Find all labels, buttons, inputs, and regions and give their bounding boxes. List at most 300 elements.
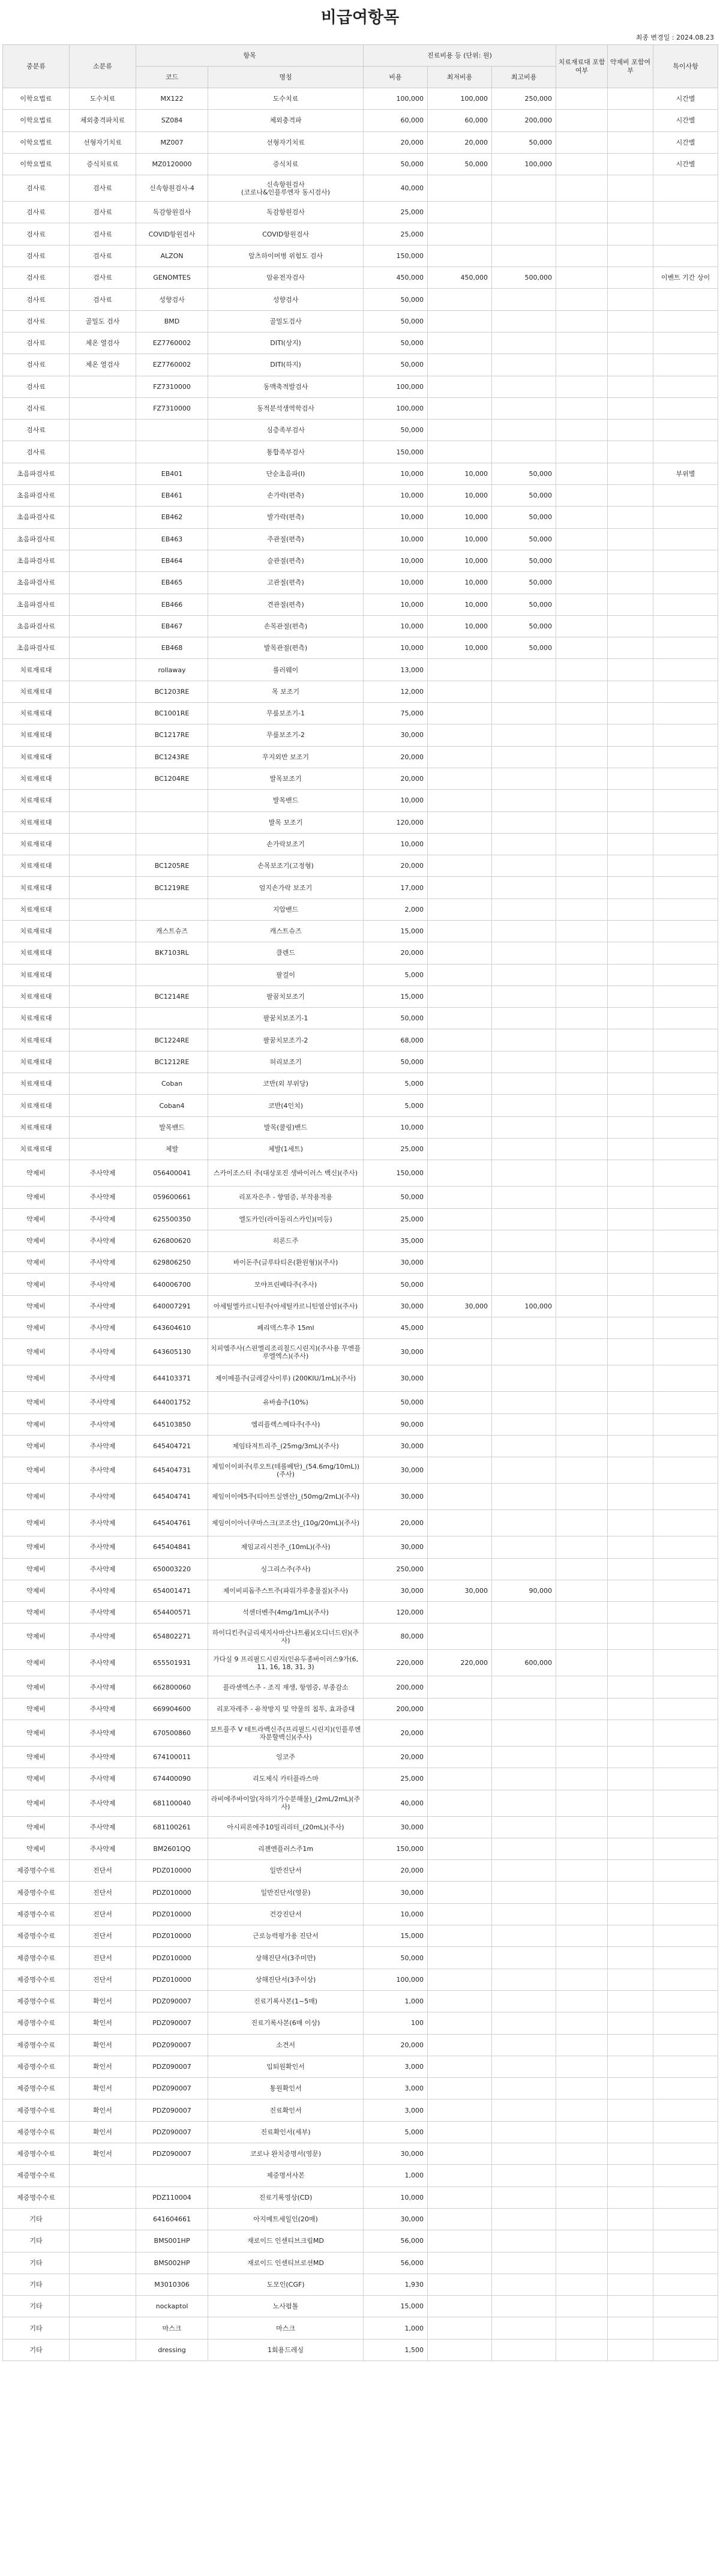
category-cell: 치료재료대	[3, 833, 70, 855]
max-fee-cell	[492, 2317, 556, 2339]
fee-cell: 50,000	[364, 153, 428, 175]
fee-cell: 25,000	[364, 1768, 428, 1790]
code-cell: BMD	[136, 310, 208, 332]
min-fee-cell	[428, 397, 492, 419]
code-cell: EZ7760002	[136, 332, 208, 354]
category-cell: 약제비	[3, 1838, 70, 1859]
note-cell	[653, 1274, 718, 1295]
name-cell: 신속항원검사 (코로나&인플루엔자 동시검사)	[208, 175, 364, 202]
table-row	[3, 2165, 718, 2186]
name-cell: 팔꿈치보조기-2	[208, 1029, 364, 1051]
code-cell: FZ7310000	[136, 397, 208, 419]
category-cell: 약제비	[3, 1624, 70, 1650]
note-cell	[653, 1882, 718, 1903]
table-row	[3, 550, 718, 571]
category-cell: 검사료	[3, 441, 70, 463]
note-cell	[653, 2339, 718, 2361]
min-fee-cell	[428, 920, 492, 942]
name-cell: 상해진단서(3주이상)	[208, 1969, 364, 1990]
min-fee-cell	[428, 1838, 492, 1859]
min-fee-cell: 10,000	[428, 485, 492, 507]
max-fee-cell: 500,000	[492, 267, 556, 289]
fee-cell: 10,000	[364, 572, 428, 594]
header-min-fee: 최저비용	[428, 67, 492, 88]
material-included-cell	[556, 746, 608, 768]
drug-included-cell	[608, 88, 653, 110]
min-fee-cell	[428, 1051, 492, 1073]
code-cell: BC1204RE	[136, 768, 208, 789]
note-cell	[653, 1624, 718, 1650]
drug-included-cell	[608, 485, 653, 507]
table-row	[3, 1413, 718, 1435]
code-cell: 체발	[136, 1138, 208, 1160]
material-included-cell	[556, 2012, 608, 2034]
note-cell	[653, 1160, 718, 1187]
category-cell: 치료재료대	[3, 986, 70, 1007]
category-cell: 검사료	[3, 397, 70, 419]
fee-cell: 30,000	[364, 2208, 428, 2230]
note-cell	[653, 964, 718, 986]
note-cell	[653, 202, 718, 223]
header-category: 중분류	[3, 45, 70, 88]
note-cell	[653, 1317, 718, 1339]
material-included-cell	[556, 768, 608, 789]
min-fee-cell	[428, 1339, 492, 1365]
max-fee-cell: 250,000	[492, 88, 556, 110]
max-fee-cell: 90,000	[492, 1580, 556, 1601]
category-cell: 치료재료대	[3, 1029, 70, 1051]
material-included-cell	[556, 964, 608, 986]
table-row	[3, 1484, 718, 1510]
max-fee-cell	[492, 1720, 556, 1747]
min-fee-cell	[428, 2121, 492, 2143]
name-cell: DITI(상지)	[208, 332, 364, 354]
category-cell: 기타	[3, 2339, 70, 2361]
note-cell	[653, 1484, 718, 1510]
fee-cell: 90,000	[364, 1413, 428, 1435]
table-row	[3, 1339, 718, 1365]
table-row	[3, 1676, 718, 1698]
max-fee-cell	[492, 2274, 556, 2295]
note-cell	[653, 1073, 718, 1095]
subcategory-cell	[70, 1138, 136, 1160]
subcategory-cell: 주사약제	[70, 1558, 136, 1580]
material-included-cell	[556, 1138, 608, 1160]
drug-included-cell	[608, 2056, 653, 2077]
max-fee-cell	[492, 1790, 556, 1816]
category-cell: 약제비	[3, 1816, 70, 1838]
table-row	[3, 485, 718, 507]
note-cell	[653, 833, 718, 855]
max-fee-cell	[492, 898, 556, 920]
drug-included-cell	[608, 1457, 653, 1484]
fee-cell: 25,000	[364, 1208, 428, 1230]
table-row	[3, 1838, 718, 1859]
drug-included-cell	[608, 1969, 653, 1990]
name-cell: 암유전자검사	[208, 267, 364, 289]
drug-included-cell	[608, 202, 653, 223]
subcategory-cell: 증식치료료	[70, 153, 136, 175]
subcategory-cell: 주사약제	[70, 1676, 136, 1698]
max-fee-cell	[492, 245, 556, 266]
category-cell: 약제비	[3, 1650, 70, 1676]
code-cell: 674100011	[136, 1747, 208, 1768]
subcategory-cell: 확인서	[70, 2099, 136, 2121]
drug-included-cell	[608, 1484, 653, 1510]
drug-included-cell	[608, 877, 653, 898]
material-included-cell	[556, 659, 608, 681]
name-cell: 골밀도검사	[208, 310, 364, 332]
fee-cell: 50,000	[364, 1392, 428, 1413]
subcategory-cell: 확인서	[70, 2143, 136, 2165]
drug-included-cell	[608, 681, 653, 702]
drug-included-cell	[608, 267, 653, 289]
category-cell: 기타	[3, 2208, 70, 2230]
code-cell: EB465	[136, 572, 208, 594]
fee-cell: 50,000	[364, 1051, 428, 1073]
max-fee-cell	[492, 1602, 556, 1624]
fee-cell: 100,000	[364, 1969, 428, 1990]
note-cell	[653, 1295, 718, 1317]
fee-cell: 150,000	[364, 441, 428, 463]
name-cell: 석센더벤주(4mg/1mL)(주사)	[208, 1602, 364, 1624]
code-cell: 발목밴드	[136, 1116, 208, 1138]
fee-cell: 100,000	[364, 376, 428, 397]
max-fee-cell	[492, 310, 556, 332]
table-row	[3, 615, 718, 637]
fee-cell: 10,000	[364, 833, 428, 855]
code-cell: Coban4	[136, 1095, 208, 1116]
material-included-cell	[556, 110, 608, 131]
drug-included-cell	[608, 1073, 653, 1095]
code-cell: BMS002HP	[136, 2252, 208, 2274]
note-cell	[653, 811, 718, 833]
drug-included-cell	[608, 768, 653, 789]
drug-included-cell	[608, 790, 653, 811]
name-cell: 바이돈주(글루타티온(환원형))(주사)	[208, 1252, 364, 1274]
max-fee-cell	[492, 2230, 556, 2252]
subcategory-cell	[70, 964, 136, 986]
material-included-cell	[556, 289, 608, 310]
drug-included-cell	[608, 703, 653, 724]
name-cell: 슬관절(편측)	[208, 550, 364, 571]
note-cell	[653, 703, 718, 724]
code-cell: 641604661	[136, 2208, 208, 2230]
code-cell: MZ0120000	[136, 153, 208, 175]
note-cell	[653, 2296, 718, 2317]
code-cell: 670500860	[136, 1720, 208, 1747]
fee-cell: 40,000	[364, 175, 428, 202]
min-fee-cell	[428, 354, 492, 376]
category-cell: 초음파검사료	[3, 572, 70, 594]
fee-cell: 25,000	[364, 223, 428, 245]
category-cell: 초음파검사료	[3, 550, 70, 571]
drug-included-cell	[608, 659, 653, 681]
code-cell: PDZ090007	[136, 2143, 208, 2165]
min-fee-cell	[428, 1925, 492, 1947]
max-fee-cell	[492, 1187, 556, 1208]
min-fee-cell	[428, 1160, 492, 1187]
min-fee-cell: 10,000	[428, 572, 492, 594]
table-row	[3, 1073, 718, 1095]
category-cell: 약제비	[3, 1536, 70, 1558]
min-fee-cell	[428, 1510, 492, 1536]
min-fee-cell	[428, 1435, 492, 1457]
min-fee-cell	[428, 746, 492, 768]
subcategory-cell: 주사약제	[70, 1230, 136, 1251]
note-cell	[653, 1510, 718, 1536]
fee-cell: 25,000	[364, 1138, 428, 1160]
category-cell: 검사료	[3, 289, 70, 310]
min-fee-cell	[428, 855, 492, 877]
code-cell: BC1001RE	[136, 703, 208, 724]
note-cell	[653, 768, 718, 789]
min-fee-cell: 220,000	[428, 1650, 492, 1676]
drug-included-cell	[608, 1720, 653, 1747]
fee-cell: 100,000	[364, 88, 428, 110]
subcategory-cell	[70, 550, 136, 571]
note-cell	[653, 659, 718, 681]
code-cell: 성향검사	[136, 289, 208, 310]
subcategory-cell	[70, 724, 136, 746]
max-fee-cell	[492, 1392, 556, 1413]
drug-included-cell	[608, 1435, 653, 1457]
non-covered-fee-table	[2, 44, 718, 2361]
material-included-cell	[556, 202, 608, 223]
min-fee-cell	[428, 2078, 492, 2099]
material-included-cell	[556, 507, 608, 528]
table-row	[3, 594, 718, 615]
min-fee-cell	[428, 2165, 492, 2186]
fee-cell: 1,500	[364, 2339, 428, 2361]
note-cell	[653, 1116, 718, 1138]
code-cell	[136, 2165, 208, 2186]
fee-cell: 50,000	[364, 1187, 428, 1208]
code-cell: ALZON	[136, 245, 208, 266]
max-fee-cell: 50,000	[492, 572, 556, 594]
name-cell: 통합족부검사	[208, 441, 364, 463]
table-row	[3, 986, 718, 1007]
header-item-group: 항목	[136, 45, 364, 67]
drug-included-cell	[608, 1816, 653, 1838]
header-code: 코드	[136, 67, 208, 88]
drug-included-cell	[608, 1413, 653, 1435]
min-fee-cell	[428, 175, 492, 202]
drug-included-cell	[608, 833, 653, 855]
category-cell: 치료재료대	[3, 790, 70, 811]
category-cell: 검사료	[3, 310, 70, 332]
max-fee-cell	[492, 1138, 556, 1160]
category-cell: 검사료	[3, 223, 70, 245]
name-cell: 무지외반 보조기	[208, 746, 364, 768]
category-cell: 초음파검사료	[3, 615, 70, 637]
min-fee-cell	[428, 1252, 492, 1274]
material-included-cell	[556, 1252, 608, 1274]
material-included-cell	[556, 703, 608, 724]
table-row	[3, 2099, 718, 2121]
drug-included-cell	[608, 2165, 653, 2186]
category-cell: 약제비	[3, 1274, 70, 1295]
category-cell: 제증명수수료	[3, 2012, 70, 2034]
note-cell	[653, 2317, 718, 2339]
max-fee-cell	[492, 1768, 556, 1790]
code-cell: 643604610	[136, 1317, 208, 1339]
subcategory-cell: 체온 열검사	[70, 332, 136, 354]
fee-cell: 5,000	[364, 964, 428, 986]
code-cell: FZ7310000	[136, 376, 208, 397]
category-cell: 치료재료대	[3, 681, 70, 702]
drug-included-cell	[608, 131, 653, 153]
name-cell: 일반진단서(영문)	[208, 1882, 364, 1903]
subcategory-cell	[70, 507, 136, 528]
max-fee-cell	[492, 397, 556, 419]
drug-included-cell	[608, 1882, 653, 1903]
drug-included-cell	[608, 245, 653, 266]
drug-included-cell	[608, 2143, 653, 2165]
fee-cell: 56,000	[364, 2230, 428, 2252]
drug-included-cell	[608, 1698, 653, 1720]
category-cell: 치료재료대	[3, 898, 70, 920]
subcategory-cell: 확인서	[70, 2121, 136, 2143]
note-cell	[653, 550, 718, 571]
fee-cell: 150,000	[364, 245, 428, 266]
category-cell: 약제비	[3, 1484, 70, 1510]
fee-cell: 15,000	[364, 2296, 428, 2317]
table-row	[3, 637, 718, 659]
name-cell: 제임이이에5주(티아트실엔산)_(50mg/2mL)(주사)	[208, 1484, 364, 1510]
subcategory-cell	[70, 1116, 136, 1138]
max-fee-cell	[492, 2186, 556, 2208]
max-fee-cell	[492, 2078, 556, 2099]
table-row	[3, 1580, 718, 1601]
material-included-cell	[556, 267, 608, 289]
code-cell: 캐스트슈즈	[136, 920, 208, 942]
drug-included-cell	[608, 175, 653, 202]
min-fee-cell	[428, 1230, 492, 1251]
subcategory-cell: 선형자기치료	[70, 131, 136, 153]
category-cell: 제증명수수료	[3, 1947, 70, 1969]
note-cell	[653, 1698, 718, 1720]
name-cell: 주관절(편측)	[208, 528, 364, 550]
material-included-cell	[556, 485, 608, 507]
drug-included-cell	[608, 746, 653, 768]
name-cell: 진료기록사본(1~5매)	[208, 1990, 364, 2012]
min-fee-cell	[428, 1413, 492, 1435]
subcategory-cell: 진단서	[70, 1925, 136, 1947]
min-fee-cell: 10,000	[428, 594, 492, 615]
subcategory-cell: 검사료	[70, 223, 136, 245]
category-cell: 제증명수수료	[3, 2143, 70, 2165]
note-cell	[653, 1413, 718, 1435]
table-row	[3, 1160, 718, 1187]
fee-cell: 75,000	[364, 703, 428, 724]
name-cell: 유바숍주(10%)	[208, 1392, 364, 1413]
code-cell: SZ084	[136, 110, 208, 131]
material-included-cell	[556, 2056, 608, 2077]
category-cell: 검사료	[3, 202, 70, 223]
category-cell: 이학요법료	[3, 110, 70, 131]
name-cell: 페리덱스후주 15ml	[208, 1317, 364, 1339]
code-cell: BC1214RE	[136, 986, 208, 1007]
table-row	[3, 1510, 718, 1536]
material-included-cell	[556, 2339, 608, 2361]
category-cell: 검사료	[3, 376, 70, 397]
category-cell: 약제비	[3, 1365, 70, 1392]
subcategory-cell: 주사약제	[70, 1768, 136, 1790]
max-fee-cell	[492, 1676, 556, 1698]
note-cell	[653, 289, 718, 310]
fee-cell: 20,000	[364, 1720, 428, 1747]
material-included-cell	[556, 245, 608, 266]
name-cell: 도수치료	[208, 88, 364, 110]
category-cell: 약제비	[3, 1317, 70, 1339]
name-cell: 제임이이아너쿠마스크(코조산)_(10g/20mL)(주사)	[208, 1510, 364, 1536]
subcategory-cell	[70, 376, 136, 397]
drug-included-cell	[608, 1624, 653, 1650]
material-included-cell	[556, 1510, 608, 1536]
max-fee-cell: 100,000	[492, 153, 556, 175]
table-row	[3, 2121, 718, 2143]
drug-included-cell	[608, 110, 653, 131]
drug-included-cell	[608, 1650, 653, 1676]
note-cell	[653, 898, 718, 920]
name-cell: 상해진단서(3주미만)	[208, 1947, 364, 1969]
max-fee-cell: 200,000	[492, 110, 556, 131]
note-cell	[653, 528, 718, 550]
drug-included-cell	[608, 572, 653, 594]
category-cell: 약제비	[3, 1435, 70, 1457]
drug-included-cell	[608, 986, 653, 1007]
code-cell: BC1203RE	[136, 681, 208, 702]
note-cell: 시간별	[653, 88, 718, 110]
min-fee-cell	[428, 898, 492, 920]
subcategory-cell	[70, 746, 136, 768]
note-cell	[653, 1536, 718, 1558]
fee-cell: 5,000	[364, 1073, 428, 1095]
subcategory-cell: 주사약제	[70, 1252, 136, 1274]
subcategory-cell	[70, 2186, 136, 2208]
min-fee-cell	[428, 1536, 492, 1558]
fee-cell: 35,000	[364, 1230, 428, 1251]
table-row	[3, 1116, 718, 1138]
material-included-cell	[556, 898, 608, 920]
fee-cell: 2,000	[364, 898, 428, 920]
code-cell: 681100261	[136, 1816, 208, 1838]
name-cell: 제이메플주(글레갈사이루) (200KIU/1mL)(주사)	[208, 1365, 364, 1392]
code-cell: BC1219RE	[136, 877, 208, 898]
material-included-cell	[556, 1392, 608, 1413]
name-cell: 플라센엑스주 - 조직 재생, 항염증, 부종감소	[208, 1676, 364, 1698]
material-included-cell	[556, 1969, 608, 1990]
subcategory-cell: 주사약제	[70, 1698, 136, 1720]
min-fee-cell	[428, 1484, 492, 1510]
fee-cell: 200,000	[364, 1698, 428, 1720]
material-included-cell	[556, 1768, 608, 1790]
category-cell: 기타	[3, 2230, 70, 2252]
material-included-cell	[556, 1457, 608, 1484]
name-cell: 발목관절(편측)	[208, 637, 364, 659]
max-fee-cell	[492, 1230, 556, 1251]
material-included-cell	[556, 1413, 608, 1435]
note-cell	[653, 2230, 718, 2252]
material-included-cell	[556, 397, 608, 419]
subcategory-cell	[70, 877, 136, 898]
max-fee-cell	[492, 1860, 556, 1882]
material-included-cell	[556, 1650, 608, 1676]
subcategory-cell: 확인서	[70, 2078, 136, 2099]
category-cell: 약제비	[3, 1230, 70, 1251]
note-cell	[653, 1392, 718, 1413]
